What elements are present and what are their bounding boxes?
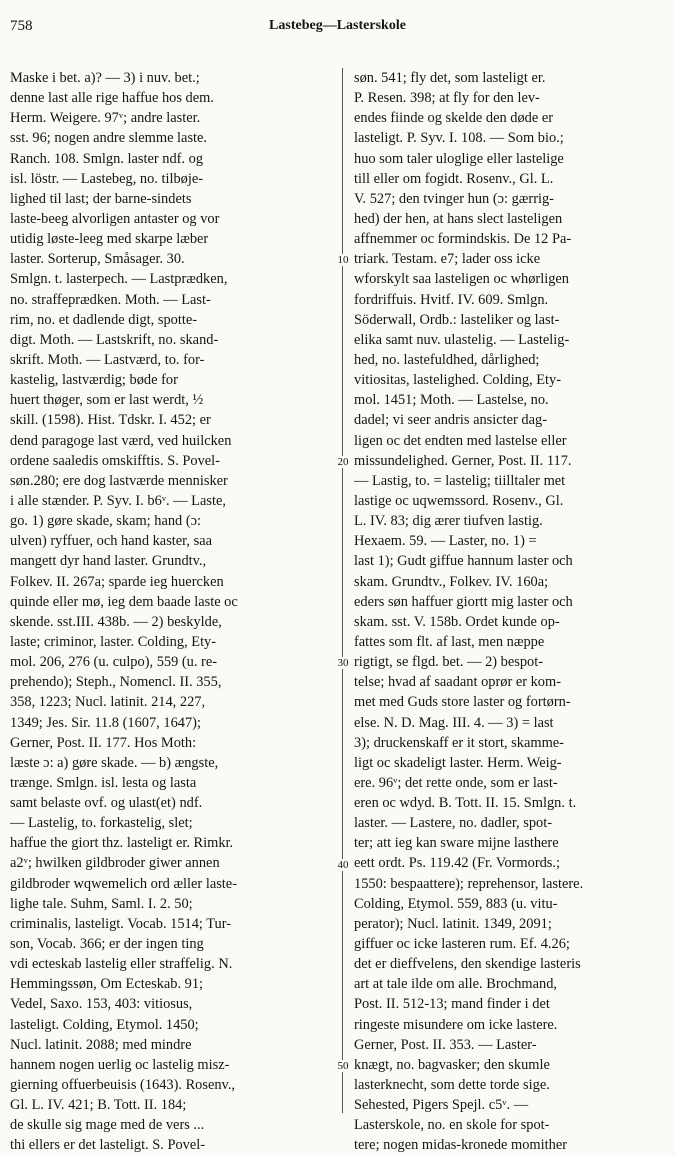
text-line: lastige oc uqwemssord. Rosenv., Gl. (354, 492, 564, 509)
text-line: Sehested, Pigers Spejl. c5ᵛ. — (354, 1097, 529, 1114)
text-line: go. 1) gøre skade, skam; hand (ɔ: (10, 513, 202, 530)
text-line: vitiositas, lastelighed. Colding, Ety- (354, 372, 562, 389)
text-line: — Lastelig, to. forkastelig, slet; (10, 815, 193, 832)
text-line: skende. sst.III. 438b. — 2) beskylde, (10, 613, 222, 630)
text-line: elika samt nuv. ulastelig. — Lastelig- (354, 331, 570, 348)
text-line: last 1); Gudt giffue hannum laster och (354, 553, 573, 570)
text-line: lasteligt. P. Syv. I. 108. — Som bio.; (354, 130, 564, 147)
text-line: lighe tale. Suhm, Saml. I. 2. 50; (10, 895, 193, 912)
text-line: no. straffeprædken. Moth. — Last- (10, 291, 211, 308)
text-line: lighed til last; der barne-sindets (10, 190, 192, 207)
text-line: utidig løste-leeg med skarpe læber (10, 231, 209, 248)
text-line: met med Guds store laster og fortørn- (354, 694, 571, 711)
text-line: ulven) ryffuer, och hand kaster, saa (10, 533, 212, 550)
text-line: mol. 1451; Moth. — Lastelse, no. (354, 392, 549, 409)
text-line: søn. 541; fly det, som lasteligt er. (354, 70, 546, 86)
text-line: Nucl. latinit. 2088; med mindre (10, 1036, 192, 1053)
text-line: ringeste misundere om icke lastere. (354, 1016, 558, 1033)
text-line: Colding, Etymol. 559, 883 (u. vitu- (354, 895, 558, 912)
text-line: ligen oc det endten med lastelse eller (354, 432, 567, 449)
running-title: Lastebeg—Lasterskole (269, 18, 406, 33)
text-line: søn.280; ere dog lastværde mennisker (10, 472, 228, 489)
text-line: laste-beeg alvorligen antaster og vor (10, 210, 220, 227)
text-line: skam. sst. V. 158b. Ordet kunde op- (354, 613, 560, 630)
text-line: Lasterskole, no. en skole for spot- (354, 1117, 550, 1134)
text-line: mol. 206, 276 (u. culpo), 559 (u. re- (10, 654, 218, 671)
text-line: fordriffuis. Hvitf. IV. 609. Smlgn. (354, 291, 549, 308)
text-line: hannem nogen uerlig oc lastelig misz- (10, 1056, 230, 1073)
text-line: Folkev. II. 267a; sparde ieg huercken (10, 573, 224, 590)
text-line: 3); druckenskaff er it stort, skamme- (354, 734, 564, 751)
margin-line-number: 10 (335, 254, 351, 266)
text-line: dadel; vi seer andris ansicter dag- (354, 412, 547, 429)
text-line: perator); Nucl. latinit. 1349, 2091; (354, 915, 552, 932)
text-line: lasteligt. Colding, Etymol. 1450; (10, 1016, 199, 1033)
text-line: Maske i bet. a)? — 3) i nuv. bet.; (10, 70, 200, 86)
text-line: 1550: bespaattere); reprehensor, lastere. (354, 875, 584, 892)
text-line: Herm. Weigere. 97ᵛ; andre laster. (10, 110, 201, 127)
text-line: eett ordt. Ps. 119.42 (Fr. Vormords.; (354, 855, 561, 872)
text-line: sst. 96; nogen andre slemme laste. (10, 130, 208, 147)
text-line: P. Resen. 398; at fly for den lev- (354, 90, 540, 107)
text-line: laster. Sorterup, Småsager. 30. (10, 251, 185, 268)
text-line: dend paragoge last værd, ved huilcken (10, 432, 232, 449)
text-line: huo som taler uloglige eller lastelige (354, 150, 564, 167)
text-line: ordene saaledis omskifftis. S. Povel- (10, 452, 220, 469)
text-line: Vedel, Saxo. 153, 403: vitiosus, (10, 996, 193, 1013)
text-line: knægt, no. bagvasker; den skumle (354, 1056, 550, 1073)
text-line: læste ɔ: a) gøre skade. — b) ængste, (10, 754, 219, 771)
text-line: hed) der hen, at hans slect lasteligen (354, 210, 563, 227)
text-line: i alle stænder. P. Syv. I. b6ᵛ. — Laste, (10, 492, 226, 509)
page-header (10, 18, 665, 42)
text-line: triark. Testam. e7; lader oss icke (354, 251, 541, 268)
text-line: vdi ecteskab lastelig eller straffelig. N. (10, 956, 233, 973)
text-line: quinde eller mø, ieg dem baade laste oc (10, 593, 238, 610)
text-line: 358, 1223; Nucl. latinit. 214, 227, (10, 694, 206, 711)
text-line: Hexaem. 59. — Laster, no. 1) = (354, 533, 537, 550)
text-line: de skulle sig mage med de vers ... (10, 1117, 205, 1134)
text-line: Hemmingssøn, Om Ecteskab. 91; (10, 976, 204, 993)
right-column (354, 68, 666, 1156)
text-line: art at tale ilde om alle. Brochmand, (354, 976, 557, 993)
text-line: huert thøger, som er last werdt, ½ (10, 392, 204, 409)
text-line: endes fiinde og skelde den døde er (354, 110, 554, 127)
text-line: rigtigt, se flgd. bet. — 2) bespot- (354, 654, 544, 671)
text-line: else. N. D. Mag. III. 4. — 3) = last (354, 714, 554, 731)
text-line: kastelig, lastværdig; bøde for (10, 372, 178, 389)
text-line: fattes som flt. af last, men næppe (354, 633, 545, 650)
text-line: haffue the giort thz. lasteligt er. Rimkr. (10, 835, 234, 852)
text-line: Smlgn. t. lasterpech. — Lastprædken, (10, 271, 228, 288)
text-line: missundelighed. Gerner, Post. II. 117. (354, 452, 572, 469)
text-line: L. IV. 83; dig ærer tiufven lastig. (354, 513, 543, 530)
margin-line-number: 40 (335, 859, 351, 871)
text-line: laster. — Lastere, no. dadler, spot- (354, 815, 553, 832)
margin-line-number: 50 (335, 1060, 351, 1072)
text-line: 1349; Jes. Sir. 11.8 (1607, 1647); (10, 714, 201, 731)
text-line: lasterknecht, som dette torde sige. (354, 1077, 550, 1094)
text-line: affnemmer oc formindskis. De 12 Pa- (354, 231, 572, 248)
text-line: eders søn haffuer giortt mig laster och (354, 593, 573, 610)
text-line: trænge. Smlgn. isl. lesta og lasta (10, 774, 197, 791)
text-line: a2ᵛ; hwilken gildbroder giwer annen (10, 855, 220, 872)
text-line: samt belaste ovf. og ulast(et) ndf. (10, 795, 203, 812)
text-line: prehendo); Steph., Nomencl. II. 355, (10, 674, 222, 691)
text-line: criminalis, lasteligt. Vocab. 1514; Tur- (10, 915, 232, 932)
column-divider (342, 68, 343, 1113)
text-line: son, Vocab. 366; er der ingen ting (10, 936, 204, 953)
text-line: Gerner, Post. II. 353. — Laster- (354, 1036, 537, 1053)
text-line: Gerner, Post. II. 177. Hos Moth: (10, 734, 197, 751)
text-line: — Lastig, to. = lastelig; tiilltaler met (354, 472, 566, 489)
text-line: telse; hvad af saadant oprør er kom- (354, 674, 561, 691)
text-line: det er dieffvelens, den skendige lasteris (354, 956, 581, 973)
text-line: hed, no. lastefuldhed, dårlighed; (354, 351, 540, 368)
margin-line-number: 20 (335, 456, 351, 468)
left-column (10, 68, 332, 1156)
text-line: denne last alle rige haffue hos dem. (10, 90, 214, 107)
text-line: digt. Moth. — Lastskrift, no. skand- (10, 331, 219, 348)
text-line: till eller om fogidt. Rosenv., Gl. L. (354, 170, 554, 187)
text-line: isl. löstr. — Lastebeg, no. tilbøje- (10, 170, 204, 187)
text-line: wforskylt saa lasteligen oc whørligen (354, 271, 570, 288)
text-line: Gl. L. IV. 421; B. Tott. II. 184; (10, 1097, 187, 1114)
text-line: skill. (1598). Hist. Tdskr. I. 452; er (10, 412, 211, 429)
page-number: 758 (10, 18, 33, 34)
text-line: Söderwall, Ordb.: lasteliker og last- (354, 311, 560, 328)
text-line: ligt oc skadeligt laster. Herm. Weig- (354, 754, 562, 771)
text-line: ter; att ieg kan sware mijne lasthere (354, 835, 559, 852)
text-line: Ranch. 108. Smlgn. laster ndf. og (10, 150, 204, 167)
text-line: gierning offuerbeuisis (1643). Rosenv., (10, 1077, 236, 1094)
text-line: rim, no. et dadlende digt, spotte- (10, 311, 198, 328)
text-line: Post. II. 512-13; mand finder i det (354, 996, 550, 1013)
text-line: giffuer oc icke lasteren rum. Ef. 4.26; (354, 936, 570, 953)
margin-line-number: 30 (335, 657, 351, 669)
text-line: laste; criminor, laster. Colding, Ety- (10, 633, 217, 650)
text-line: mangett dyr hand laster. Grundtv., (10, 553, 207, 570)
text-line: thi ellers er det lasteligt. S. Povel- (10, 1137, 206, 1154)
text-line: eren oc wdyd. B. Tott. II. 15. Smlgn. t. (354, 795, 577, 812)
text-line: skam. Grundtv., Folkev. IV. 160a; (354, 573, 549, 590)
text-line: gildbroder wqwemelich ord æller laste- (10, 875, 237, 892)
text-line: tere; nogen midas-kronede momither (354, 1137, 567, 1154)
text-line: V. 527; den tvinger hun (ɔ: gærrig- (354, 190, 554, 207)
text-line: skrift. Moth. — Lastværd, to. for- (10, 351, 205, 368)
text-line: ere. 96ᵛ; det rette onde, som er last- (354, 774, 558, 791)
